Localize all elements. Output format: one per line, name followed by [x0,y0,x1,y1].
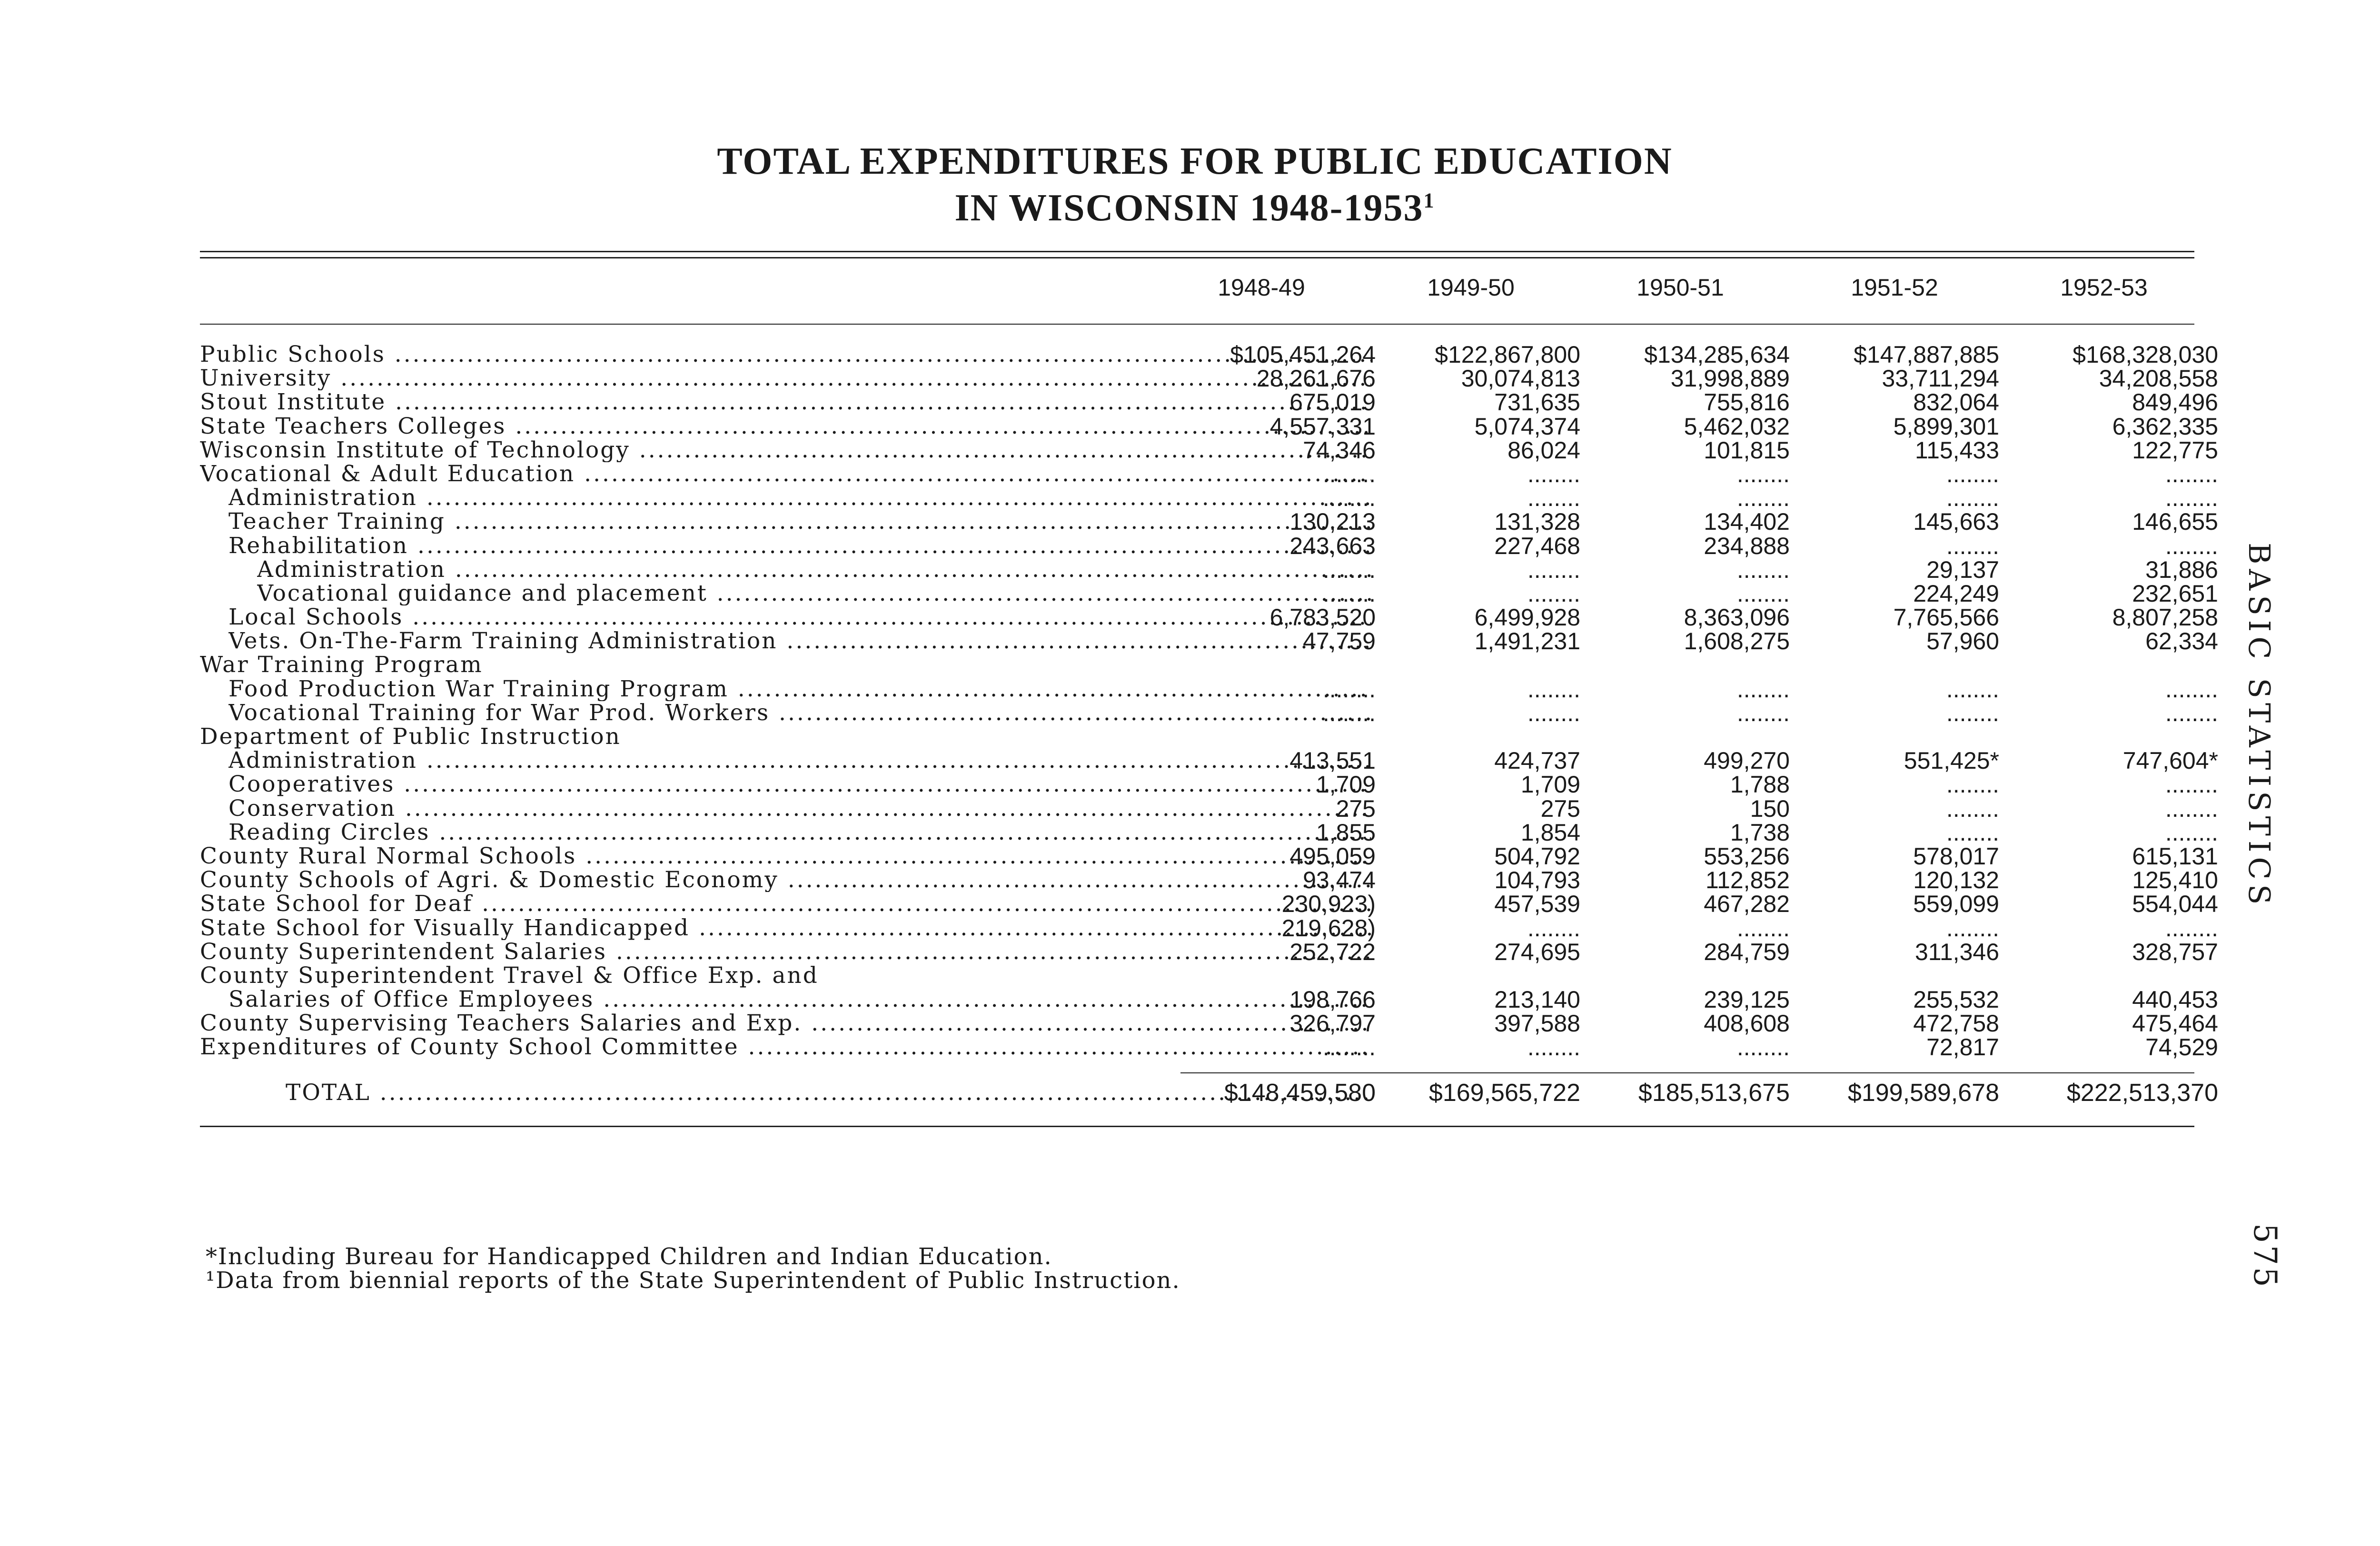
row-value: 731,635 [1494,389,1580,416]
row-value: 504,792 [1494,842,1580,870]
row-value: 29,137 [1926,556,1999,583]
row-value: 93,474 [1303,867,1376,894]
row-value: 74,529 [2145,1034,2218,1061]
title-line-2-text: IN WISCONSIN 1948-1953 [954,187,1424,229]
row-value: 62,334 [2145,628,2218,655]
table-row [200,389,2218,416]
row-value: ........ [1946,699,1999,726]
row-value: 1,709 [1316,771,1376,798]
row-value: ........ [1322,485,1376,512]
table-row [200,891,2218,918]
row-label-text: State School for Visually Handicapped [200,916,690,940]
row-value: 150 [1750,795,1790,822]
row-value: 559,099 [1913,891,1999,918]
row-value: 472,758 [1913,1010,1999,1037]
row-value: 747,604* [2122,747,2218,774]
total-value: $148,459,580 [1224,1079,1376,1107]
title-line-1: TOTAL EXPENDITURES FOR PUBLIC EDUCATION [717,140,1673,182]
table-row [200,485,2218,512]
row-value: 1,854 [1520,819,1580,846]
row-value: ........ [1736,556,1790,583]
row-value: ........ [2165,675,2218,703]
row-label-text: Vets. On-The-Farm Training Administration [228,629,778,654]
table-row [200,725,2199,749]
row-label-text: County Supervising Teachers Salaries and Exp. [200,1011,803,1036]
row-value: ........ [1946,485,1999,512]
row-value: 101,815 [1704,436,1790,464]
table-row [200,365,2218,392]
total-label-text: TOTAL [286,1080,371,1105]
row-value: 57,960 [1926,628,1999,655]
row-label-text: Department of Public Instruction [200,725,621,749]
row-value: 615,131 [2132,842,2218,870]
row-value: 134,402 [1704,508,1790,535]
table-row [200,842,2218,870]
row-label [200,653,483,677]
row-value: ........ [1527,460,1580,487]
row-value: ........ [1527,485,1580,512]
table-row [200,867,2218,894]
row-value: ........ [1736,675,1790,703]
row-value: ........ [1736,580,1790,607]
total-value: $169,565,722 [1428,1079,1580,1107]
row-value: ........ [1736,699,1790,726]
column-header: 1950-51 [1636,274,1724,301]
row-value: 274,695 [1494,938,1580,965]
row-label-text: State Teachers Colleges [200,414,506,438]
row-value: 47,759 [1303,628,1376,655]
top-rule-1 [200,251,2194,252]
row-label-text: Expenditures of County School Committee [200,1035,739,1060]
row-value: ........ [1946,795,1999,822]
row-value: 6,783,520 [1269,604,1376,631]
table-row [200,508,2218,535]
row-label-text: Administration [228,749,417,773]
row-value: 33,711,294 [1882,365,1999,392]
row-value: 232,651 [2132,580,2218,607]
table-row [200,604,2218,631]
row-value: ........ [1322,675,1376,703]
column-header: 1952-53 [2060,274,2148,301]
row-value: 112,852 [1705,867,1790,894]
row-value: ........ [2165,819,2218,846]
total-row [200,1079,2218,1109]
row-value: 275 [1336,795,1376,822]
row-label [200,725,621,749]
table-row [200,819,2218,846]
row-value: 1,738 [1730,819,1790,846]
table-row [200,532,2218,559]
table-row [200,341,2218,368]
row-value: 1,788 [1730,771,1790,798]
row-value: 408,608 [1704,1010,1790,1037]
row-label-text: Administration [257,557,446,582]
row-label-text: Wisconsin Institute of Technology [200,438,630,462]
row-label-text: War Training Program [200,653,483,677]
row-value: ........ [1946,914,1999,941]
row-value: 243,663 [1289,532,1376,559]
row-value: ........ [1736,485,1790,512]
row-value: 8,363,096 [1684,604,1790,631]
row-value: 4,557,331 [1269,413,1376,440]
table-row [200,938,2218,965]
row-value: ........ [2165,485,2218,512]
row-value: ........ [1946,532,1999,559]
row-value: 252,722 [1289,938,1376,965]
row-value: 198,766 [1289,986,1376,1013]
row-value: 467,282 [1704,891,1790,918]
row-value: ........ [2165,771,2218,798]
row-value: ........ [2165,795,2218,822]
table-row [200,653,2199,677]
row-value: 255,532 [1913,986,1999,1013]
row-value: 551,425* [1904,747,1999,774]
header-rule [200,324,2194,325]
row-value: 234,888 [1704,532,1790,559]
footnote: *Including Bureau for Handicapped Children and Indian Education. [206,1243,1052,1270]
row-value: ........ [2165,914,2218,941]
table-row [200,1010,2218,1037]
row-value: ........ [1946,819,1999,846]
row-value: 145,663 [1913,508,1999,535]
row-value: $147,887,885 [1854,341,1999,368]
row-value: ........ [1736,914,1790,941]
row-value: 1,709 [1520,771,1580,798]
total-value: $222,513,370 [2066,1079,2218,1107]
column-header: 1949-50 [1427,274,1515,301]
table-row [200,1034,2218,1061]
row-label-text: Food Production War Training Program [228,677,729,701]
page-number: 575 [2247,1223,2283,1289]
table-row [200,771,2218,798]
row-value: ........ [1946,460,1999,487]
column-header: 1951-52 [1851,274,1938,301]
row-value: 34,208,558 [2099,365,2218,392]
row-value: ........ [1322,460,1376,487]
row-value: 146,655 [2132,508,2218,535]
row-value: 6,362,335 [2112,413,2218,440]
row-value: 6,499,928 [1474,604,1580,631]
table-row [200,580,2218,607]
row-value: 74,346 [1303,436,1376,464]
bottom-rule [200,1126,2194,1127]
table-row [200,460,2218,487]
row-value: ........ [1527,580,1580,607]
row-value: ........ [1527,699,1580,726]
table-row [200,556,2218,583]
row-value: 1,608,275 [1684,628,1790,655]
row-value: ........ [1527,914,1580,941]
row-value: 213,140 [1494,986,1580,1013]
row-value: 457,539 [1494,891,1580,918]
row-value: $168,328,030 [2073,341,2218,368]
total-value: $199,589,678 [1847,1079,1999,1107]
row-label-text: Cooperatives [228,773,395,797]
row-value: 125,410 [2132,867,2218,894]
table-row [200,914,2218,941]
row-value: 130,213 [1289,508,1376,535]
row-label-text: Local Schools [228,605,404,630]
row-value: 755,816 [1704,389,1790,416]
row-value: 1,491,231 [1474,628,1580,655]
row-value: 8,807,258 [2112,604,2218,631]
row-value: 578,017 [1913,842,1999,870]
row-label-text: Reading Circles [228,820,430,844]
table-row [200,986,2218,1013]
table-row [200,964,2199,988]
row-value: 849,496 [2132,389,2218,416]
row-value: 5,899,301 [1893,413,1999,440]
row-label-text: Salaries of Office Employees [228,988,595,1012]
row-value: 1,855 [1316,819,1376,846]
row-value: 31,998,889 [1670,365,1790,392]
title-line-2 [619,185,1771,231]
row-value: 122,775 [2132,436,2218,464]
row-value: 120,132 [1913,867,1999,894]
row-value: 326,797 [1289,1010,1376,1037]
row-value: ........ [1527,556,1580,583]
table-row [200,413,2218,440]
row-value: 239,125 [1704,986,1790,1013]
row-label-text: County Schools of Agri. & Domestic Economy [200,868,779,892]
row-value: ........ [2165,460,2218,487]
row-value: 554,044 [2132,891,2218,918]
side-section-label: BASIC STATISTICS [2242,543,2277,910]
row-value: 219,628) [1281,914,1376,941]
row-value: 275 [1540,795,1580,822]
table-row [200,747,2218,774]
table-row [200,699,2218,726]
row-value: 72,817 [1926,1034,1999,1061]
row-value: 104,793 [1494,867,1580,894]
row-value: 832,064 [1913,389,1999,416]
row-value: 31,886 [2145,556,2218,583]
row-value: ........ [1322,1034,1376,1061]
row-value: ........ [1946,771,1999,798]
row-value: ........ [1736,460,1790,487]
row-value: 499,270 [1704,747,1790,774]
row-value: 230,923) [1281,891,1376,918]
row-value: 115,433 [1914,436,1999,464]
row-value: ........ [1322,580,1376,607]
page-title [619,138,1771,231]
row-value: 397,588 [1494,1010,1580,1037]
total-value: $185,513,675 [1638,1079,1790,1107]
row-value: 413,551 [1289,747,1376,774]
row-label-text: Conservation [228,796,396,821]
row-value: 675,019 [1289,389,1376,416]
row-value: $134,285,634 [1644,341,1790,368]
row-value: 440,453 [2132,986,2218,1013]
row-label-text: Vocational Training for War Prod. Workers [228,701,770,725]
row-label-text: Stout Institute [200,390,387,415]
row-value: ........ [1322,556,1376,583]
row-value: ........ [2165,532,2218,559]
row-value: 5,074,374 [1474,413,1580,440]
row-value: 224,249 [1913,580,1999,607]
row-value: $105,451,264 [1230,341,1376,368]
table-row [200,675,2218,703]
row-label-text: Public Schools [200,343,386,367]
row-value: 553,256 [1704,842,1790,870]
title-footnote-marker: 1 [1423,188,1435,212]
row-value: ........ [1322,699,1376,726]
row-label-text: State School for Deaf [200,892,473,916]
row-value: ........ [2165,699,2218,726]
row-value: ........ [1946,675,1999,703]
row-label-text: County Superintendent Travel & Office Exp. and [200,963,819,988]
row-value: 475,464 [2132,1010,2218,1037]
row-value: 28,261,676 [1256,365,1376,392]
row-label-text: Rehabilitation [228,534,409,558]
row-label-text: University [200,367,332,391]
row-label [200,964,819,988]
footnote: ¹Data from biennial reports of the State Superintendent of Public Instruction. [206,1267,1180,1294]
row-value: 311,346 [1914,938,1999,965]
row-value: 7,765,566 [1893,604,1999,631]
row-value: 5,462,032 [1684,413,1790,440]
row-value: $122,867,800 [1435,341,1580,368]
total-rule [1180,1072,2194,1073]
row-value: ........ [1527,1034,1580,1061]
expenditures-table [200,341,2218,1061]
row-label-text: Vocational guidance and placement [257,581,708,605]
row-value: 495,059 [1289,842,1376,870]
row-value: 227,468 [1494,532,1580,559]
row-value: 424,737 [1494,747,1580,774]
table-row [200,436,2218,464]
row-value: 131,328 [1494,508,1580,535]
row-value: ........ [1527,675,1580,703]
row-label-text: Administration [228,486,417,510]
row-label-text: Vocational & Adult Education [200,462,575,486]
column-header: 1948-49 [1218,274,1305,301]
row-value: 328,757 [2132,938,2218,965]
table-row [200,795,2218,822]
row-value: ........ [1736,1034,1790,1061]
row-label-text: County Superintendent Salaries [200,940,607,964]
row-value: 86,024 [1507,436,1580,464]
row-value: 284,759 [1704,938,1790,965]
row-value: 30,074,813 [1461,365,1580,392]
table-row [200,628,2218,655]
top-rule-2 [200,257,2194,258]
row-label-text: Teacher Training [228,510,446,534]
row-label-text: County Rural Normal Schools [200,844,577,868]
